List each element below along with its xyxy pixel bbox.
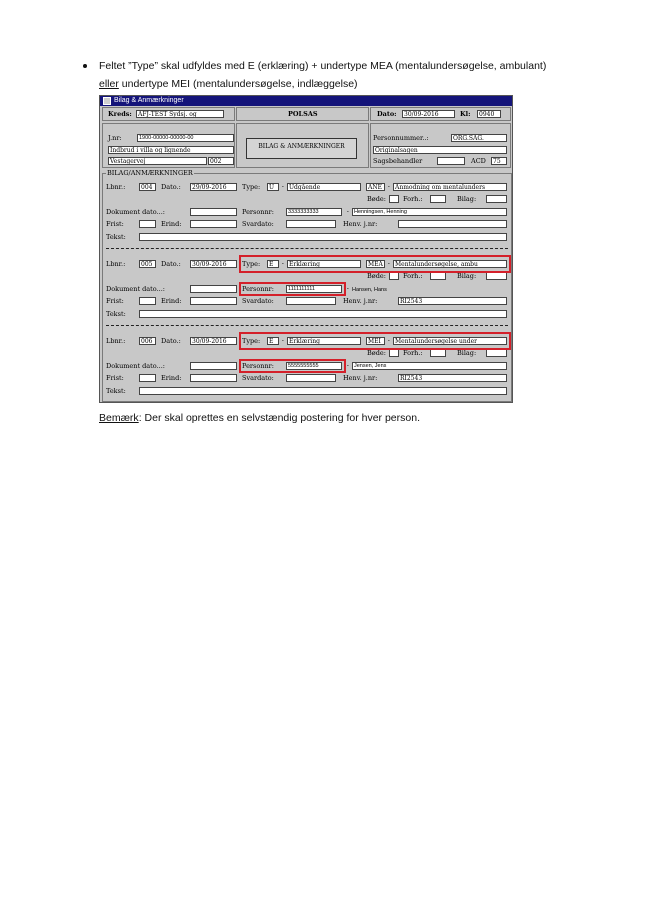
instruction-eller: eller: [99, 78, 119, 90]
frist-field[interactable]: [139, 374, 156, 382]
highlight-personnr-006: [239, 359, 346, 373]
type-label: Type:: [242, 260, 261, 268]
bode-field[interactable]: [389, 195, 399, 203]
lbnr-label: Lbnr.:: [106, 183, 126, 191]
svardato-label: Svardato:: [242, 374, 274, 382]
dokument-dato-field[interactable]: [190, 285, 237, 293]
highlight-type-mea: [239, 255, 511, 273]
kreds-label: Kreds:: [108, 110, 132, 118]
record-divider: [106, 248, 508, 249]
bode-field[interactable]: [389, 272, 399, 280]
personnr-field[interactable]: 3333333333: [286, 208, 342, 216]
address-number-field[interactable]: 002: [208, 157, 234, 165]
svardato-field[interactable]: [286, 374, 336, 382]
svardato-label: Svardato:: [242, 297, 274, 305]
henv-jnr-label: Henv. j.nr:: [343, 374, 378, 382]
dato-field[interactable]: 29/09-2016: [190, 183, 237, 191]
type-label: Type:: [242, 337, 261, 345]
personnummer-label: Personnummer..:: [373, 134, 429, 142]
note-label: Bemærk: [99, 412, 139, 424]
bullet-dot: [83, 64, 87, 68]
subtype-desc-field[interactable]: Anmodning om mentalunders: [393, 183, 507, 191]
note-line: [99, 411, 420, 425]
tekst-field[interactable]: [139, 310, 507, 318]
instruction-line-2: [99, 77, 358, 91]
personnr-separator: -: [346, 285, 350, 292]
frist-label: Frist:: [106, 220, 124, 228]
note-text: : Der skal oprettes en selvstændig postering for hver person.: [138, 412, 420, 424]
type-separator: -: [281, 337, 285, 344]
sagsbehandler-field[interactable]: [437, 157, 465, 165]
bilag-anmaerkninger-button[interactable]: BILAG & ANMÆRKNINGER: [246, 138, 357, 159]
kreds-field[interactable]: AFJ-TEST Sydsj. og: [136, 110, 224, 118]
kl-field[interactable]: 0940: [477, 110, 501, 118]
personnr-label: Personnr:: [242, 362, 274, 370]
dokument-dato-field[interactable]: [190, 208, 237, 216]
henv-jnr-label: Henv. j.nr:: [343, 220, 378, 228]
subtype-desc-field[interactable]: Mentalundersøgelse, ambu: [393, 260, 507, 268]
erind-field[interactable]: [190, 297, 237, 305]
person-name-field[interactable]: Jensen, Jens: [352, 362, 507, 370]
erind-label: Erind:: [161, 297, 182, 305]
personnr-separator: -: [346, 208, 350, 215]
dokument-dato-field[interactable]: [190, 362, 237, 370]
type-desc-field[interactable]: Erklæring: [287, 260, 361, 268]
bilag-label: Bilag:: [457, 272, 477, 280]
personnummer-field[interactable]: ORG.SAG.: [451, 134, 507, 142]
type-separator: -: [281, 260, 285, 267]
instruction-line-2-rest: undertype MEI (mentalundersøgelse, indlæggelse): [118, 78, 358, 90]
jnr-label: J.nr:: [108, 134, 122, 142]
forh-label: Forh.:: [403, 272, 423, 280]
henv-jnr-field[interactable]: RI2543: [398, 297, 507, 305]
henv-jnr-field[interactable]: RI2543: [398, 374, 507, 382]
personnr-label: Personnr:: [242, 285, 274, 293]
henv-jnr-field[interactable]: [398, 220, 507, 228]
subtype-field[interactable]: ANE: [366, 183, 385, 191]
instruction-line-1: Feltet ”Type” skal udfyldes med E (erklæring) + undertype MEA (mentalundersøgelse, ambulant): [99, 60, 547, 72]
lbnr-label: Lbnr.:: [106, 337, 126, 345]
case-title-field[interactable]: Indbrud i villa og lignende: [108, 146, 234, 154]
subtype-separator: -: [387, 183, 391, 190]
erind-label: Erind:: [161, 220, 182, 228]
forh-label: Forh.:: [403, 349, 423, 357]
person-name-text: Hansen, Hans: [352, 287, 387, 293]
svardato-field[interactable]: [286, 220, 336, 228]
erind-label: Erind:: [161, 374, 182, 382]
dato-label: Dato:: [377, 110, 397, 118]
subtype-separator: -: [387, 337, 391, 344]
kl-label: Kl:: [460, 110, 471, 118]
subtype-desc-field[interactable]: Mentalundersøgelse under: [393, 337, 507, 345]
dokument-dato-label: Dokument dato...:: [106, 208, 165, 216]
erind-field[interactable]: [190, 220, 237, 228]
dato-field[interactable]: 30/09-2016: [190, 337, 237, 345]
type-separator: -: [281, 183, 285, 190]
personnummer-desc-field[interactable]: Originalsagen: [373, 146, 507, 154]
bode-field[interactable]: [389, 349, 399, 357]
center-label: POLSAS: [288, 110, 318, 118]
dokument-dato-label: Dokument dato...:: [106, 285, 165, 293]
frist-field[interactable]: [139, 297, 156, 305]
dato-label: Dato.:: [161, 337, 181, 345]
frist-label: Frist:: [106, 297, 124, 305]
dato-label: Dato.:: [161, 183, 181, 191]
highlight-personnr-005: [239, 282, 346, 296]
subtype-field[interactable]: MEA: [366, 260, 385, 268]
personnr-separator: -: [346, 362, 350, 369]
type-label: Type:: [242, 183, 261, 191]
lbnr-field[interactable]: 006: [139, 337, 156, 345]
tekst-label: Tekst:: [106, 310, 126, 318]
type-desc-field[interactable]: Udgående: [287, 183, 361, 191]
bode-label: Bøde:: [367, 349, 386, 357]
bode-label: Bøde:: [367, 272, 386, 280]
subtype-field[interactable]: MEI: [366, 337, 385, 345]
bilag-field[interactable]: [486, 349, 507, 357]
acd-label: ACD: [471, 157, 486, 165]
type-field[interactable]: E: [267, 260, 279, 268]
forh-field[interactable]: [430, 195, 446, 203]
personnr-field[interactable]: 1111111111: [286, 285, 342, 293]
tekst-field[interactable]: [139, 387, 507, 395]
person-name-field[interactable]: Henningsen, Henning: [352, 208, 507, 216]
type-field[interactable]: E: [267, 337, 279, 345]
lbnr-field[interactable]: 004: [139, 183, 156, 191]
subtype-separator: -: [387, 260, 391, 267]
bilag-label: Bilag:: [457, 195, 477, 203]
bilag-field[interactable]: [486, 272, 507, 280]
erind-field[interactable]: [190, 374, 237, 382]
personnr-field[interactable]: 5555555555: [286, 362, 342, 370]
highlight-type-mei: [239, 332, 511, 350]
record-divider: [106, 325, 508, 326]
dato-field[interactable]: 30/09-2016: [402, 110, 455, 118]
frist-field[interactable]: [139, 220, 156, 228]
forh-field[interactable]: [430, 349, 446, 357]
address-field[interactable]: Vestagervej: [108, 157, 207, 165]
acd-field[interactable]: 75: [491, 157, 507, 165]
personnr-label: Personnr:: [242, 208, 274, 216]
dato-field[interactable]: 30/09-2016: [190, 260, 237, 268]
bode-label: Bøde:: [367, 195, 386, 203]
jnr-field[interactable]: 1900-00000-00000-00: [137, 134, 234, 142]
window-title: Bilag & Anmærkninger: [114, 97, 184, 104]
window-titlebar: [100, 96, 512, 106]
lbnr-field[interactable]: 005: [139, 260, 156, 268]
sagsbehandler-label: Sagsbehandler: [373, 157, 423, 165]
forh-label: Forh.:: [403, 195, 423, 203]
svardato-field[interactable]: [286, 297, 336, 305]
type-field[interactable]: U: [267, 183, 279, 191]
lbnr-label: Lbnr.:: [106, 260, 126, 268]
application-screenshot: [99, 95, 513, 403]
frist-label: Frist:: [106, 374, 124, 382]
svardato-label: Svardato:: [242, 220, 274, 228]
tekst-label: Tekst:: [106, 233, 126, 241]
app-icon: [103, 97, 111, 105]
tekst-field[interactable]: [139, 233, 507, 241]
henv-jnr-label: Henv. j.nr:: [343, 297, 378, 305]
dato-label: Dato.:: [161, 260, 181, 268]
forh-field[interactable]: [430, 272, 446, 280]
type-desc-field[interactable]: Erklæring: [287, 337, 361, 345]
bilag-label: Bilag:: [457, 349, 477, 357]
section-label: BILAG/ANMÆRKNINGER: [107, 169, 193, 177]
dokument-dato-label: Dokument dato...:: [106, 362, 165, 370]
tekst-label: Tekst:: [106, 387, 126, 395]
bilag-field[interactable]: [486, 195, 507, 203]
